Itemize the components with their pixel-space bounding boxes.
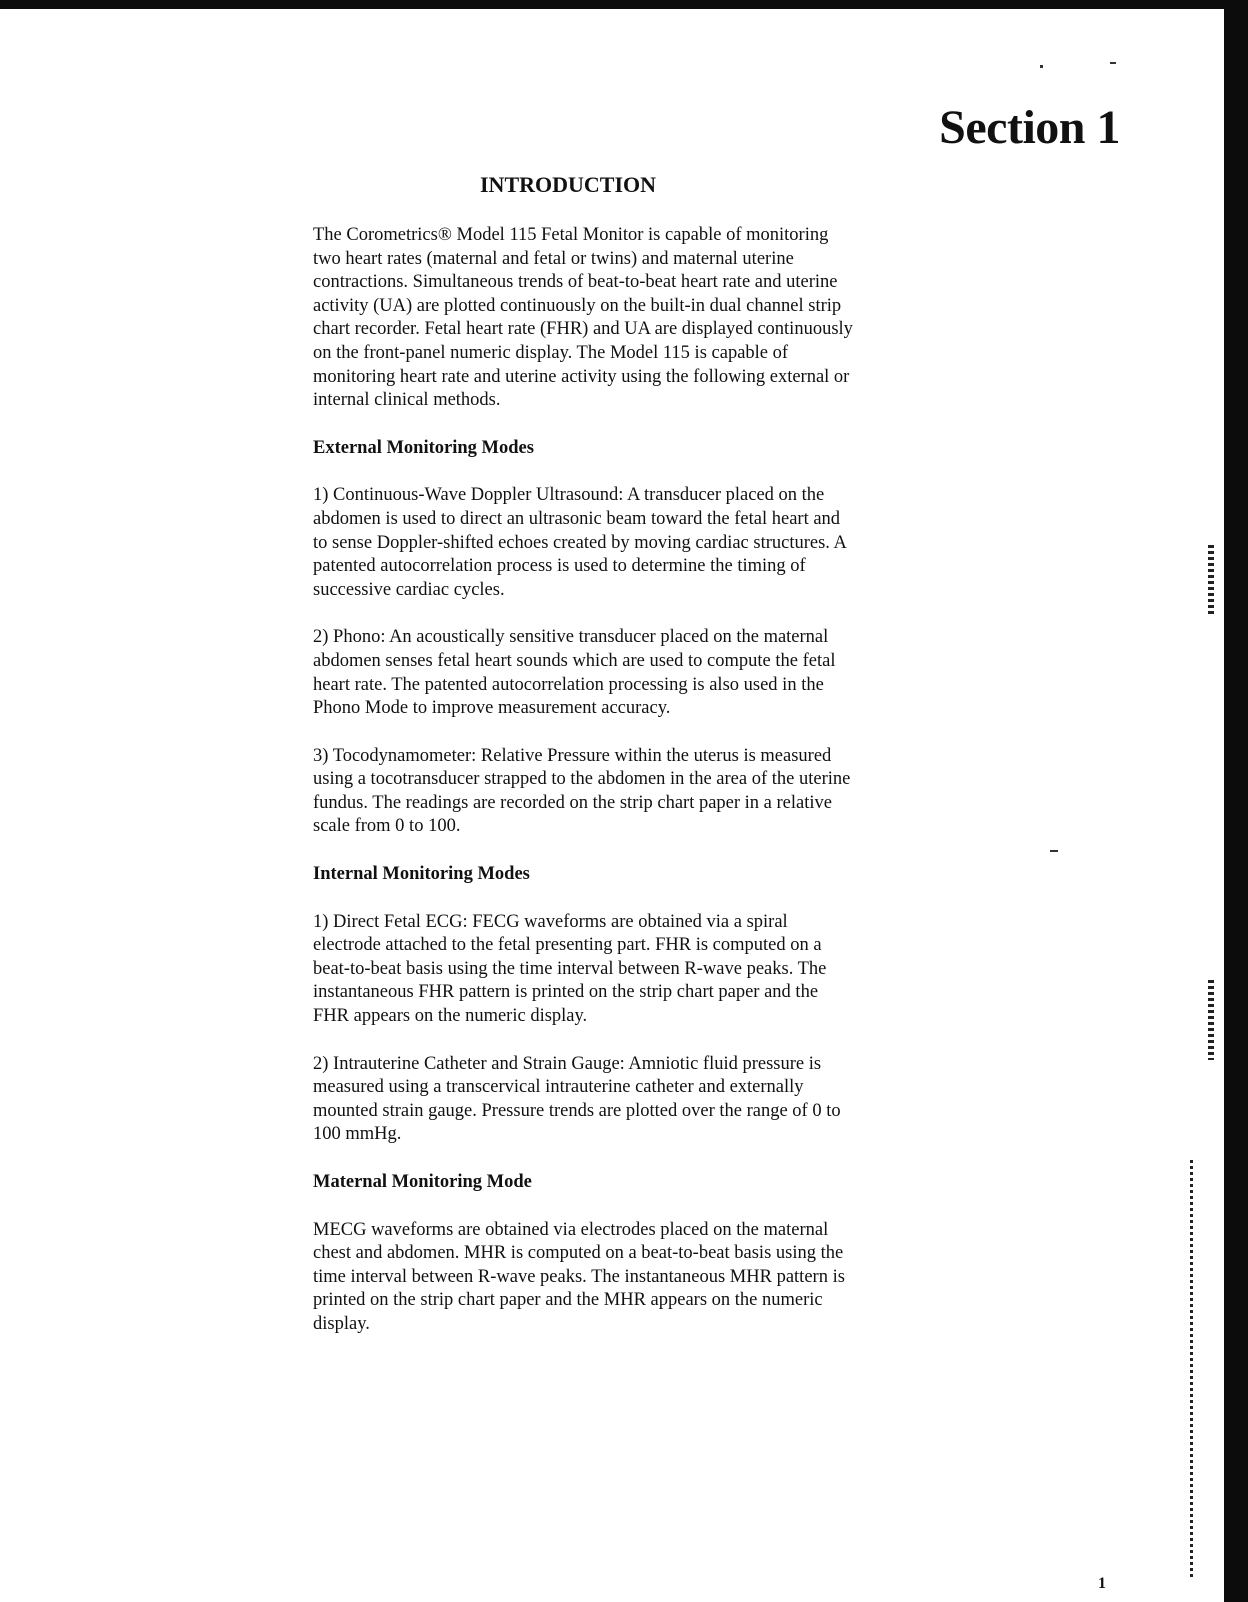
maternal-mode-heading: Maternal Monitoring Mode (313, 1172, 532, 1192)
section-title: Section 1 (939, 101, 1120, 154)
document-body (313, 224, 853, 1361)
tocodynamometer-paragraph: 3) Tocodynamometer: Relative Pressure within the uterus is measured using a tocotransducer strapped to the abdomen in the area of the uterine fundus. The readings are recorded on the strip chart paper in a relative scale from 0 to 100. (313, 745, 851, 837)
doppler-paragraph: 1) Continuous-Wave Doppler Ultrasound: A transducer placed on the abdomen is used to direct an ultrasonic beam toward the fetal heart and to sense Doppler-shifted echoes created by moving cardiac structures. A patented autocorrelation process is used to determine the timing of successive cardiac cycles. (313, 485, 846, 600)
page-number: 1 (1098, 1575, 1106, 1592)
scan-right-border (1224, 0, 1248, 1602)
scan-margin-mark (1208, 980, 1214, 1060)
scan-top-border (0, 0, 1248, 9)
page-heading: INTRODUCTION (480, 172, 657, 197)
external-modes-heading: External Monitoring Modes (313, 437, 534, 458)
scan-speck (1050, 850, 1058, 852)
mecg-paragraph: MECG waveforms are obtained via electrodes placed on the maternal chest and abdomen. MHR is computed on a beat-to-beat basis using the time interval between R-wave peaks. The instantaneous MHR pattern is printed on the strip chart paper and the MHR appears on the numeric display. (313, 1219, 845, 1334)
catheter-paragraph: 2) Intrauterine Catheter and Strain Gauge: Amniotic fluid pressure is measured using a transcervical intrauterine catheter and externally mounted strain gauge. Pressure trends are plotted over the range of 0 to 100 mmHg. (313, 1053, 841, 1145)
scan-margin-mark (1190, 1160, 1193, 1580)
phono-paragraph: 2) Phono: An acoustically sensitive transducer placed on the maternal abdomen senses fetal heart sounds which are used to compute the fetal heart rate. The patented autocorrelation processing is also used in the Phono Mode to improve measurement accuracy. (313, 627, 836, 719)
scan-margin-mark (1208, 545, 1214, 615)
intro-paragraph: The Corometrics® Model 115 Fetal Monitor is capable of monitoring two heart rates (maternal and fetal or twins) and maternal uterine contractions. Simultaneous trends of beat-to-beat heart rate and uterine activity (UA) are plotted continuously on the built-in dual channel strip chart recorder. Fetal heart rate (FHR) and UA are displayed continuously on the front-panel numeric display. The Model 115 is capable of monitoring heart rate and uterine activity using the following external or internal clinical methods. (313, 225, 853, 411)
internal-modes-heading: Internal Monitoring Modes (313, 864, 530, 885)
scan-speck (1110, 62, 1116, 64)
scan-speck (1040, 65, 1043, 68)
fetal-ecg-paragraph: 1) Direct Fetal ECG: FECG waveforms are obtained via a spiral electrode attached to the fetal presenting part. FHR is computed on a beat-to-beat basis using the time interval between R-wave peaks. The instantaneous FHR pattern is printed on the strip chart paper and the FHR appears on the numeric display. (313, 911, 827, 1027)
